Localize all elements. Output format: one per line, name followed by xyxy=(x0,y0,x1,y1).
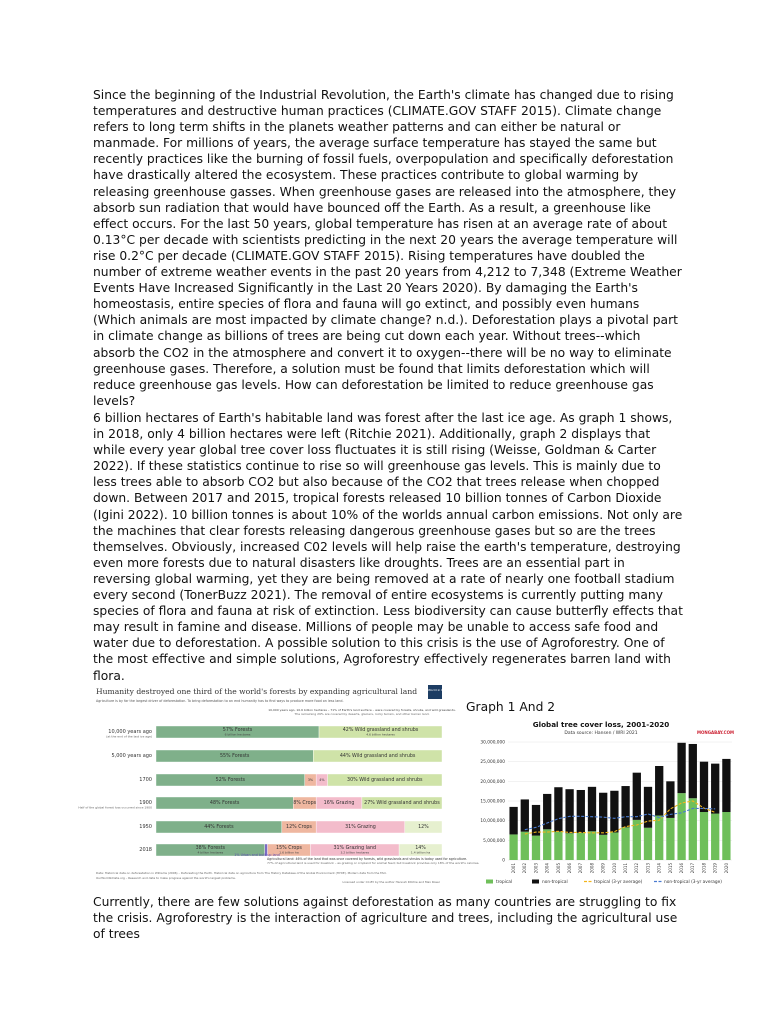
chart2-legend-swatch xyxy=(532,880,539,884)
chart2-bar-nontropical xyxy=(554,787,562,831)
chart1-row-label: 1950 xyxy=(139,824,152,830)
chart1-segment-label: 31% Grazing xyxy=(345,825,376,831)
chart2-legend-label: non-tropical (3-yr average) xyxy=(664,880,722,885)
chart2-legend-label: tropical (3-yr average) xyxy=(594,880,643,885)
tree-cover-loss-chart xyxy=(466,718,736,888)
chart2-x-tick: 2002 xyxy=(522,863,528,874)
graph-caption: Graph 1 And 2 xyxy=(466,700,556,714)
chart2-bar-tropical xyxy=(621,827,629,860)
chart1-row-sublabel: Half of the global forest loss occurred since 1900 xyxy=(78,805,152,810)
paragraph-deforestation: 6 billion hectares of Earth's habitable land was forest after the last ice age. As graph 1 shows, in 2018, only 4 billion hectares were left (Ritchie 2021). Additionally, graph 2 displays that while every year global tree cover loss fluctuates it is still rising (Weisse, Goldman & Carter 2022). If these statistics continue to rise so will greenhouse gas levels. This is mainly due to less trees able to absorb CO2 but also because of the CO2 that trees release when chopped down. Between 2017 and 2015, tropical forests released 10 billion tonnes of Carbon Dioxide (Igini 2022). 10 billion tonnes is about 10% of the worlds annual carbon emissions. Not only are the machines that clear forests releasing dangerous greenhouse gases but so are the trees themselves. Obviously, increased C02 levels will help raise the earth's temperature, destroying even more forests due to natural disasters like droughts. Trees are an essential part in reversing global warming, yet they are being removed at a rate of nearly one football stadium every second (TonerBuzz 2021). The removal of entire ecosystems is currently putting many species of flora and fauna at risk of extinction. Less biodiversity can cause butterfly effects that may result in famine and disease. Millions of people may be unable to access safe food and water due to deforestation. A possible solution to this crisis is the use of Agroforestry. One of the most effective and simple solutions, Agroforestry effectively regenerates barren land with flora. xyxy=(93,411,683,683)
chart1-segment-sublabel: 6 billion hectares xyxy=(224,732,251,737)
chart2-bar-tropical xyxy=(543,829,551,860)
chart2-y-tick: 30,000,000 xyxy=(480,740,505,746)
chart1-segment-sublabel: 4.6 billion hectares xyxy=(366,732,395,737)
chart1-segment-label: 30% Wild grassland and shrubs xyxy=(347,778,423,784)
chart1-row-sublabel: (at the end of the last ice age) xyxy=(106,734,152,739)
chart2-bar-tropical xyxy=(722,812,730,860)
chart1-segment-label: 42% Wild grassland and shrubs xyxy=(342,727,419,733)
chart1-segment-label: 31% Grazing land xyxy=(333,845,377,851)
chart1-top-note2: The remaining 29% are covered by deserts, glaciers, rocky terrain, and other barren land. xyxy=(294,712,430,716)
chart2-bar-tropical xyxy=(565,833,573,860)
chart2-y-tick: 15,000,000 xyxy=(480,799,505,805)
chart1-segment-label: 38% Forests xyxy=(195,845,226,851)
forest-loss-chart xyxy=(78,684,480,886)
chart1-segment-label: 27% Wild grassland and shrubs xyxy=(364,801,440,807)
chart1-segment-label: 16% Grazing xyxy=(323,801,355,807)
chart1-segment-label: 52% Forests xyxy=(215,778,246,784)
chart1-segment-sublabel: 1.6 billion ha xyxy=(279,850,299,855)
chart2-bar-tropical xyxy=(700,812,708,860)
chart2-x-tick: 2008 xyxy=(589,863,595,874)
chart2-x-tick: 2018 xyxy=(701,863,707,874)
chart2-y-tick: 20,000,000 xyxy=(480,779,505,785)
chart1-ag-note: Agricultural land: 46% of the land that was once covered by forests, wild grasslands and shrubs is today used for agriculture. xyxy=(267,857,468,861)
chart2-bar-tropical xyxy=(532,836,540,860)
chart1-segment-label: 12% Crops xyxy=(286,825,312,831)
chart2-bar-nontropical xyxy=(521,799,529,831)
chart1-segment-label: 3% xyxy=(307,778,314,783)
chart2-bar-nontropical xyxy=(588,787,596,831)
chart2-bar-nontropical xyxy=(722,759,730,812)
chart2-x-tick: 2007 xyxy=(578,863,584,874)
chart2-bar-tropical xyxy=(689,798,697,860)
chart2-bar-tropical xyxy=(677,793,685,860)
chart2-bar-tropical xyxy=(666,818,674,860)
chart2-x-tick: 2013 xyxy=(645,863,651,874)
chart1-row-label: 1900 xyxy=(139,800,152,806)
mongabay-brand: MONGABAY.COM xyxy=(697,730,734,735)
chart1-segment-label: 8% Crops xyxy=(293,801,317,807)
chart2-bar-nontropical xyxy=(655,766,663,816)
chart2-y-tick: 0 xyxy=(502,858,505,864)
owid-badge-text: Our World in Data xyxy=(421,688,449,692)
chart2-bar-nontropical xyxy=(565,789,573,833)
chart1-license: Licensed under CC-BY by the author Hannah Ritchie and Max Roser xyxy=(342,880,440,884)
chart1-segment-sublabel: 3.2 billion hectares xyxy=(340,850,370,855)
chart1-urban-note: 1% Urban and built-up land xyxy=(234,853,280,857)
chart2-x-tick: 2015 xyxy=(667,863,673,874)
chart2-x-tick: 2005 xyxy=(555,863,561,874)
chart1-segment-label: 57% Forests xyxy=(222,727,253,733)
chart2-bar-nontropical xyxy=(610,791,618,833)
chart2-legend-swatch xyxy=(486,880,493,884)
chart1-segment-label: 15% Crops xyxy=(276,845,302,851)
chart2-bar-tropical xyxy=(610,832,618,860)
chart1-segment-label: 44% Wild grassland and shrubs xyxy=(339,754,416,760)
chart1-segment-label: 55% Forests xyxy=(219,754,250,760)
chart2-x-tick: 2006 xyxy=(567,863,572,874)
chart2-bar-tropical xyxy=(588,831,596,860)
chart2-bar-nontropical xyxy=(532,805,540,836)
chart2-x-tick: 2016 xyxy=(679,863,684,874)
chart2-x-tick: 2014 xyxy=(656,863,662,874)
chart2-bar-nontropical xyxy=(577,790,585,833)
chart2-bar-nontropical xyxy=(689,744,697,798)
chart2-y-tick: 10,000,000 xyxy=(480,819,505,825)
chart2-x-tick: 2004 xyxy=(544,863,550,874)
chart2-x-tick: 2020 xyxy=(723,863,729,874)
chart2-bar-tropical xyxy=(554,832,562,860)
chart1-title: Humanity destroyed one third of the world's forests by expanding agricultural land xyxy=(96,687,418,696)
chart1-row-label: 5,000 years ago xyxy=(111,753,152,759)
chart2-x-tick: 2012 xyxy=(634,863,640,874)
chart1-top-note: 10,000 years ago, 10.6 billion hectares – 71% of Earth's land surface – were covered by forests, shrubs, and wild grasslands. xyxy=(268,708,456,712)
chart2-bar-tropical xyxy=(655,816,663,860)
chart1-row-label: 10,000 years ago xyxy=(108,729,152,735)
chart2-bar-tropical xyxy=(711,814,719,860)
chart2-title: Global tree cover loss, 2001-2020 xyxy=(532,720,670,729)
paragraph-intro: Since the beginning of the Industrial Revolution, the Earth's climate has changed due to rising temperatures and destructive human practices (CLIMATE.GOV STAFF 2015). Climate change refers to long term shifts in the planets weather patterns and can either be natural or manmade. For millions of years, the average surface temperature has stayed the same but recently practices like the burning of fossil fuels, overpopulation and specifically deforestation have drastically altered the ecosystem. These practices contribute to global warming by releasing greenhouse gasses. When greenhouse gases are released into the atmosphere, they absorb sun radiation that would have bounced off the Earth. As a result, a greenhouse like effect occurs. For the last 50 years, global temperature has risen at an average rate of about 0.13°C per decade with scientists predicting in the next 20 years the average temperature will rise 0.2°C per decade (CLIMATE.GOV STAFF 2015). Rising temperatures have doubled the number of extreme weather events in the past 20 years from 4,212 to 7,348 (Extreme Weather Events Have Increased Significantly in the Last 20 Years 2020). By damaging the Earth's homeostasis, entire species of flora and fauna will go extinct, and possibly even humans (Which animals are most impacted by climate change? n.d.). Deforestation plays a pivotal part in climate change as billions of trees are being cut down each year. Without trees--which absorb the CO2 in the atmosphere and convert it to oxygen--there will be no way to eliminate greenhouse gases. Therefore, a solution must be found that limits deforestation which will reduce greenhouse gas levels. How can deforestation be limited to reduce greenhouse gas levels? xyxy=(93,88,682,408)
chart2-y-tick: 25,000,000 xyxy=(480,760,505,766)
chart1-source: Data: Historical data on deforestation in Williams (2006) – Deforesting the Earth. Historical data on agriculture from The History Database of the Global Environment (HYDE). Modern data from the FAO. xyxy=(96,871,387,875)
chart1-ag-note2: 77% of agricultural land is used for livestock – as grazing or cropland for animal feed; but livestock provides only 18% of the world's calories. xyxy=(267,861,480,865)
chart1-segment-sublabel: 1.4 billion ha xyxy=(410,850,431,855)
chart2-x-tick: 2017 xyxy=(690,863,696,874)
chart2-legend-label: non-tropical xyxy=(542,880,568,885)
paragraph-solutions: Currently, there are few solutions against deforestation as many countries are struggling to fix the crisis. Agroforestry is the interaction of agriculture and trees, including the agricultural use of trees xyxy=(93,895,678,942)
chart2-bar-tropical xyxy=(577,833,585,860)
chart2-bar-nontropical xyxy=(677,743,685,793)
chart1-segment-label: 12% xyxy=(418,825,429,831)
chart2-x-tick: 2019 xyxy=(712,863,718,874)
chart2-x-tick: 2009 xyxy=(600,863,606,874)
chart2-x-tick: 2001 xyxy=(511,863,516,874)
chart2-subtitle: Data source: Hansen / WRI 2021 xyxy=(564,731,638,736)
chart2-bar-tropical xyxy=(644,828,652,860)
chart2-x-tick: 2011 xyxy=(623,863,628,874)
chart2-bar-tropical xyxy=(599,835,607,860)
chart2-bar-nontropical xyxy=(509,807,517,835)
chart1-segment-label: 4% xyxy=(319,778,325,783)
chart2-bar-tropical xyxy=(521,832,529,860)
chart2-x-tick: 2003 xyxy=(533,863,539,874)
chart2-x-tick: 2010 xyxy=(611,863,617,874)
chart1-row-label: 1700 xyxy=(139,777,152,783)
chart1-segment-label: 14% xyxy=(415,845,426,851)
chart2-bar-tropical xyxy=(509,834,517,860)
chart2-line-nontropical-avg xyxy=(525,808,715,829)
chart2-bar-nontropical xyxy=(599,793,607,835)
chart2-bar-nontropical xyxy=(666,781,674,818)
chart2-y-tick: 5,000,000 xyxy=(483,838,505,844)
chart1-segment-sublabel: 4 billion hectares xyxy=(197,850,224,855)
chart2-bar-nontropical xyxy=(711,764,719,814)
chart1-row-label: 2018 xyxy=(139,847,152,853)
chart2-bar-nontropical xyxy=(633,773,641,820)
chart2-bar-nontropical xyxy=(700,762,708,812)
chart1-segment-label: 44% Forests xyxy=(204,825,234,831)
chart1-segment-label: 48% Forests xyxy=(209,801,240,807)
chart2-bar-nontropical xyxy=(621,786,629,827)
chart1-subtitle: Agriculture is by far the largest driver of deforestation. To bring deforestation to an end humanity has to find ways to produce more food on less land. xyxy=(96,699,344,703)
chart1-source2: OurWorldInData.org – Research and data to make progress against the world's largest problems. xyxy=(96,876,236,880)
chart2-legend-label: tropical xyxy=(496,880,513,885)
